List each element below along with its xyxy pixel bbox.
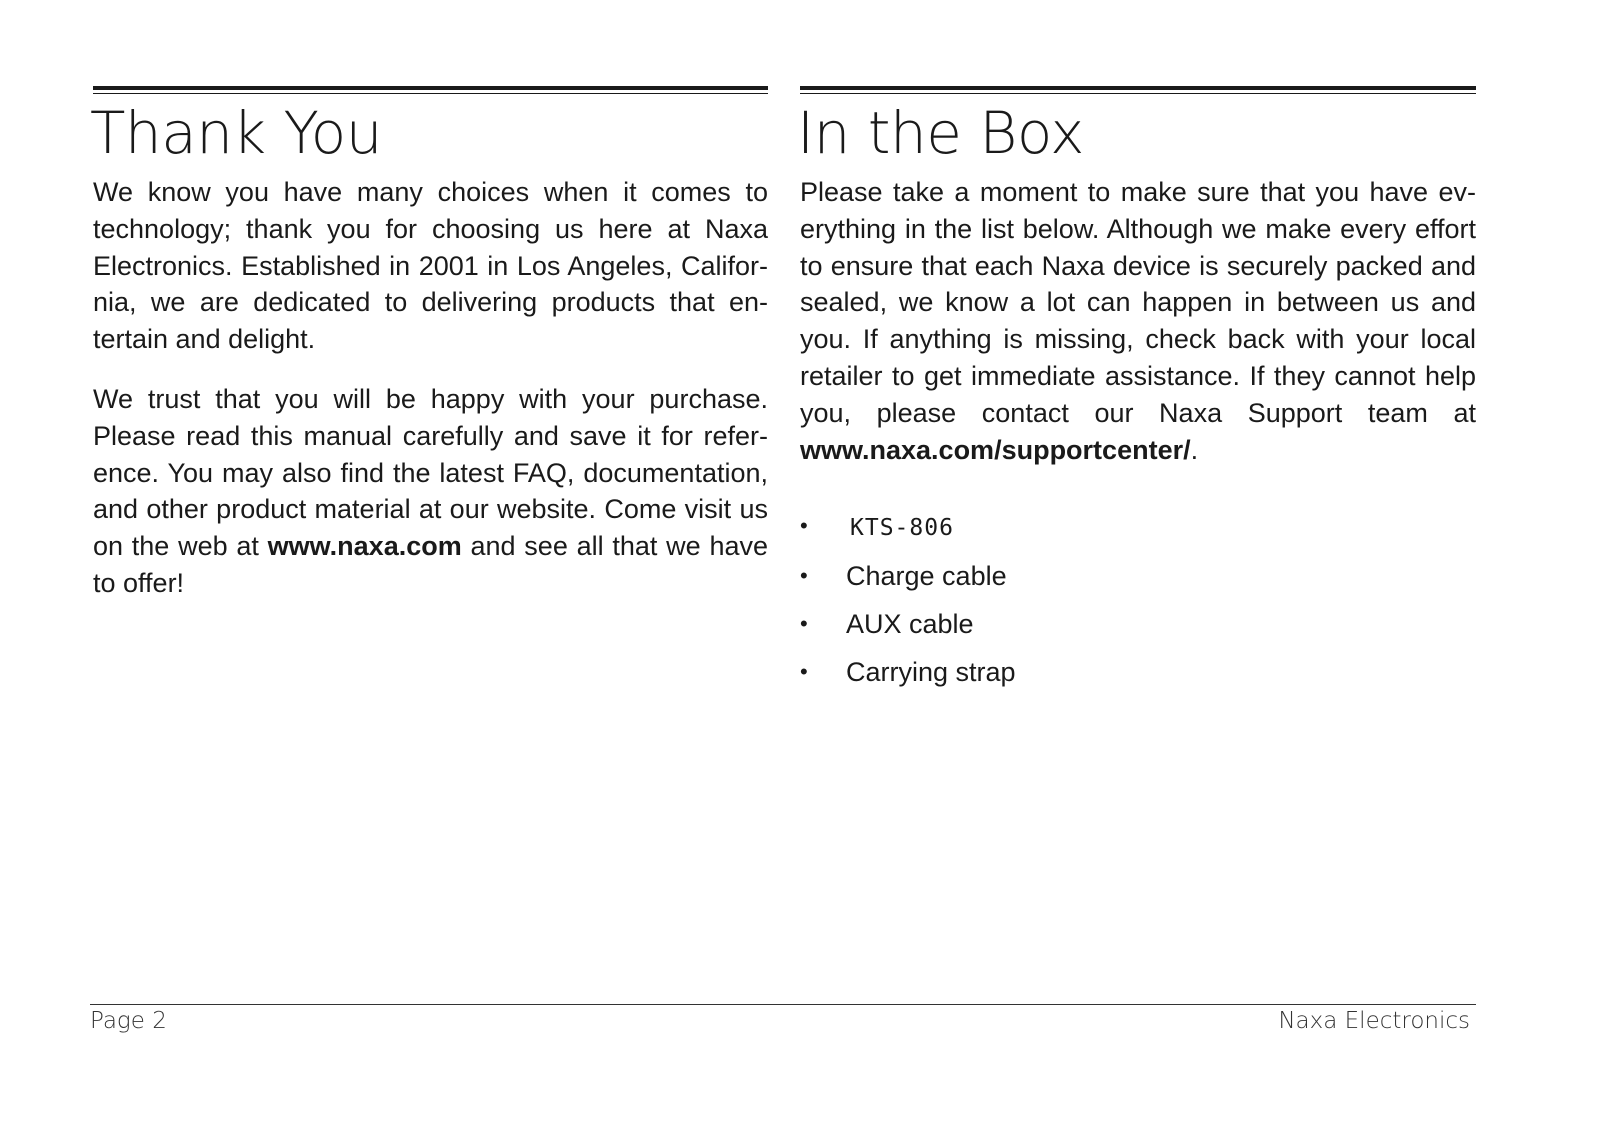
- list-item-label: Charge cable: [846, 561, 1007, 592]
- in-the-box-paragraph-text: Please take a moment to make sure that you have everything in the list below. Although we make every effort to ensure that each Naxa device is securely packed and sealed, we know a lot can happen in between us and you. If anything is missing, check back with your local retailer to get immediate assistance. If they cannot help you, please contact our Naxa Support team at: [800, 177, 1476, 428]
- in-the-box-paragraph-end: .: [1190, 434, 1199, 465]
- list-item-label: AUX cable: [846, 609, 974, 640]
- in-the-box-section: [797, 86, 1476, 696]
- heading-rule: [800, 86, 1476, 90]
- heading-rule: [93, 86, 768, 90]
- thank-you-paragraph-2: [93, 381, 768, 602]
- list-item-label: KTS-806: [850, 515, 954, 542]
- bullet-icon: •: [800, 659, 808, 685]
- page-number: Page 2: [90, 1008, 167, 1034]
- thank-you-heading: Thank You: [90, 99, 382, 167]
- box-contents-list: [800, 502, 1476, 696]
- list-item: [800, 600, 1476, 648]
- support-center-link[interactable]: www.naxa.com/supportcenter/: [800, 434, 1191, 465]
- thank-you-section: [90, 86, 769, 602]
- thank-you-paragraph-2-end: and see all that we have to offer!: [93, 531, 769, 598]
- list-item: [800, 502, 1476, 552]
- thank-you-paragraph-2-text: We trust that you will be happy with your purchase. Please read this manual carefully and save it for reference. You may also find the latest FAQ, documentation, and other product material at our website. Come visit us on the web at: [93, 383, 768, 562]
- bullet-icon: •: [800, 513, 808, 539]
- bullet-icon: •: [800, 563, 808, 589]
- in-the-box-heading: In the Box: [797, 99, 1084, 167]
- list-item: [800, 552, 1476, 600]
- naxa-website-link[interactable]: www.naxa.com: [267, 531, 462, 562]
- list-item: [800, 648, 1476, 696]
- footer-company: Naxa Electronics: [1278, 1008, 1470, 1034]
- heading-rule-thin: [800, 93, 1476, 94]
- footer-divider: [90, 1004, 1476, 1005]
- heading-rule-thin: [93, 93, 768, 94]
- list-item-label: Carrying strap: [846, 657, 1016, 688]
- in-the-box-paragraph: [800, 174, 1476, 468]
- thank-you-paragraph-1: We know you have many choices when it comes to technology; thank you for choosing us here at Naxa Electronics. Established in 2001 in Los Angeles, California, we are dedicated to delivering products that entertain and delight.: [93, 177, 768, 355]
- bullet-icon: •: [800, 611, 808, 637]
